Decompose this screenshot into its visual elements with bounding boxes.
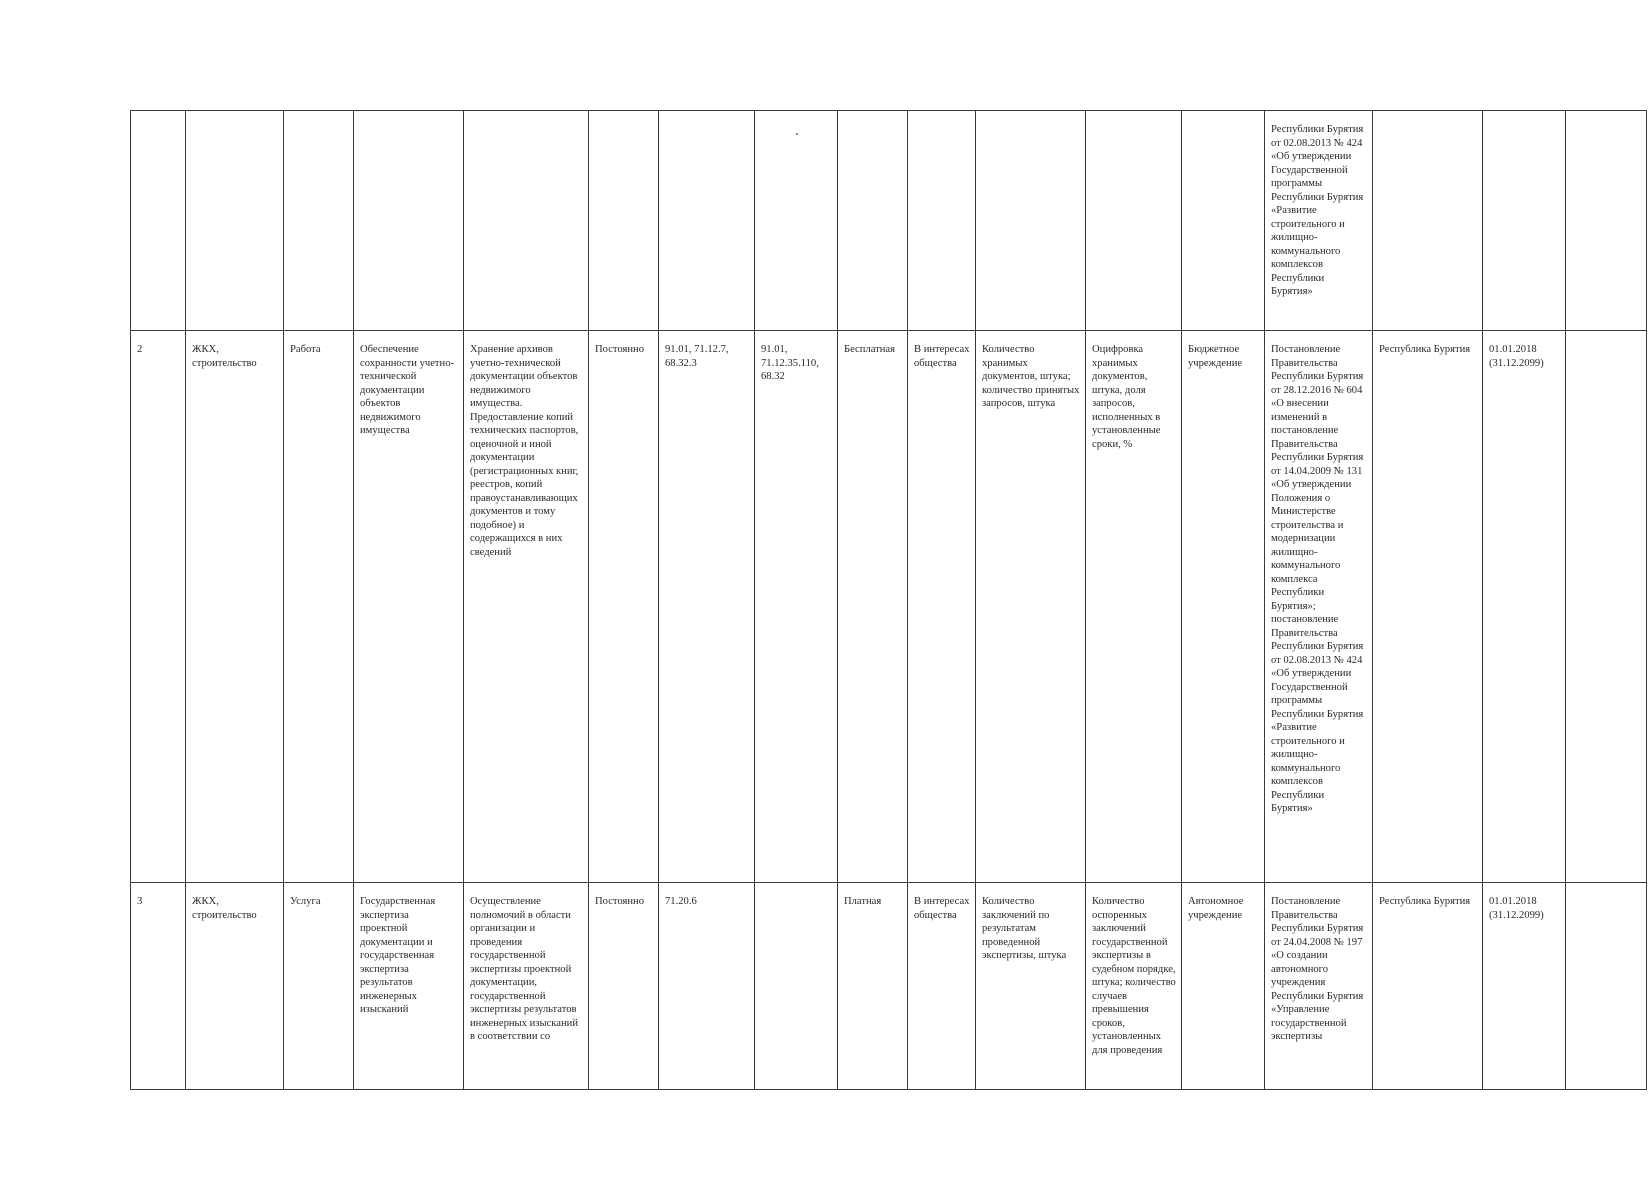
cell-institution-type: Автономное учреждение: [1182, 883, 1265, 1090]
cell-periodicity: Постоянно: [589, 883, 659, 1090]
cell-type: Работа: [284, 331, 354, 883]
cell-interests: В интересах общества: [908, 883, 976, 1090]
cell-num: 2: [131, 331, 186, 883]
cell-territory: Республика Бурятия: [1373, 331, 1483, 883]
table-row: [131, 111, 1647, 331]
cell-interests: [908, 111, 976, 331]
scan-speck: [796, 133, 798, 135]
cell-content: [464, 111, 589, 331]
cell-payment: [838, 111, 908, 331]
cell-content: Осуществление полномочий в области организации и проведения государственной экспертизы проектной документации, государственной экспертизы результатов инженерных изысканий в соответствии со: [464, 883, 589, 1090]
cell-extra: [1566, 883, 1647, 1090]
cell-okpd: [755, 111, 838, 331]
cell-num: 3: [131, 883, 186, 1090]
cell-name: [354, 111, 464, 331]
cell-periodicity: [589, 111, 659, 331]
cell-dates: [1483, 111, 1566, 331]
cell-quality-indicator: Количество оспоренных заключений государственной экспертизы в судебном порядке, штука; количество случаев превышения сроков, установленных для проведения: [1086, 883, 1182, 1090]
cell-okved: 71.20.6: [659, 883, 755, 1090]
cell-legal-basis: Республики Бурятия от 02.08.2013 № 424 «Об утверждении Государственной программы Республики Бурятия «Развитие строительного и жилищно-коммунального комплексов Республики Бурятия»: [1265, 111, 1373, 331]
cell-name: Государственная экспертиза проектной документации и государственная экспертиза результатов инженерных изысканий: [354, 883, 464, 1090]
cell-type: [284, 111, 354, 331]
cell-payment: Платная: [838, 883, 908, 1090]
cell-volume-indicator: Количество заключений по результатам проведенной экспертизы, штука: [976, 883, 1086, 1090]
cell-quality-indicator: [1086, 111, 1182, 331]
register-table: [130, 110, 1647, 1090]
cell-type: Услуга: [284, 883, 354, 1090]
cell-dates: 01.01.2018 (31.12.2099): [1483, 331, 1566, 883]
cell-extra: [1566, 331, 1647, 883]
cell-institution-type: Бюджетное учреждение: [1182, 331, 1265, 883]
cell-volume-indicator: [976, 111, 1086, 331]
cell-payment: Бесплатная: [838, 331, 908, 883]
table-row: [131, 331, 1647, 883]
cell-legal-basis: Постановление Правительства Республики Бурятия от 28.12.2016 № 604 «О внесении изменений в постановление Правительства Республики Бурятия от 14.04.2009 № 131 «Об утверждении Положения о Министерстве строительства и модернизации жилищно-коммунального комплекса Республики Бурятия»; постановление Правительства Республики Бурятия от 02.08.2013 № 424 «Об утверждении Государственной программы Республики Бурятия «Развитие строительного и жилищно-коммунального комплексов Республики Бурятия»: [1265, 331, 1373, 883]
cell-okved: 91.01, 71.12.7, 68.32.3: [659, 331, 755, 883]
cell-interests: В интересах общества: [908, 331, 976, 883]
table-row: [131, 883, 1647, 1090]
cell-dates: 01.01.2018 (31.12.2099): [1483, 883, 1566, 1090]
cell-territory: Республика Бурятия: [1373, 883, 1483, 1090]
cell-okved: [659, 111, 755, 331]
cell-extra: [1566, 111, 1647, 331]
cell-okpd: 91.01, 71.12.35.110, 68.32: [755, 331, 838, 883]
cell-legal-basis: Постановление Правительства Республики Бурятия от 24.04.2008 № 197 «О создании автономного учреждения Республики Бурятия «Управление государственной экспертизы: [1265, 883, 1373, 1090]
cell-periodicity: Постоянно: [589, 331, 659, 883]
cell-quality-indicator: Оцифровка хранимых документов, штука, доля запросов, исполненных в установленные сроки, %: [1086, 331, 1182, 883]
cell-institution-type: [1182, 111, 1265, 331]
cell-num: [131, 111, 186, 331]
cell-okpd: [755, 883, 838, 1090]
cell-territory: [1373, 111, 1483, 331]
cell-sphere: [186, 111, 284, 331]
cell-sphere: ЖКХ, строительство: [186, 883, 284, 1090]
cell-name: Обеспечение сохранности учетно-технической документации объектов недвижимого имущества: [354, 331, 464, 883]
cell-volume-indicator: Количество хранимых документов, штука; количество принятых запросов, штука: [976, 331, 1086, 883]
cell-content: Хранение архивов учетно-технической документации объектов недвижимого имущества. Предоставление копий технических паспортов, оценочной и иной документации (регистрационных книг, реестров, копий правоустанавливающих документов и тому подобное) и содержащихся в них сведений: [464, 331, 589, 883]
cell-sphere: ЖКХ, строительство: [186, 331, 284, 883]
